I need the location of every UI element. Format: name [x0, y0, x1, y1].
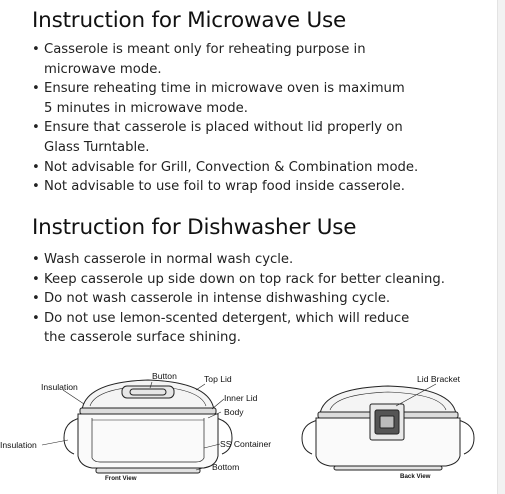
- list-item: • Ensure reheating time in microwave oven is maximum 5 minutes in microwave mode.: [30, 79, 418, 118]
- list-item: • Do not use lemon-scented detergent, which will reduce the casserole surface shining.: [30, 309, 445, 348]
- microwave-bullet-list: [30, 40, 418, 197]
- list-item: • Wash casserole in normal wash cycle.: [30, 250, 445, 270]
- label-body: Body: [224, 407, 244, 417]
- label-insulation-top: Insulation: [41, 382, 78, 392]
- scrollbar[interactable]: [497, 0, 505, 494]
- label-top-lid: Top Lid: [204, 374, 232, 384]
- caption-front-view: Front View: [105, 475, 137, 482]
- microwave-heading: Instruction for Microwave Use: [32, 8, 347, 33]
- list-item: • Ensure that casserole is placed without lid properly on Glass Turntable.: [30, 118, 418, 157]
- caption-back-view: Back View: [400, 473, 431, 480]
- label-inner-lid: Inner Lid: [224, 393, 258, 403]
- back-view-illustration: [302, 386, 474, 470]
- dishwasher-heading: Instruction for Dishwasher Use: [32, 215, 357, 240]
- label-lid-bracket: Lid Bracket: [417, 374, 460, 384]
- label-ss-container: SS Container: [220, 439, 272, 449]
- list-item: • Keep casserole up side down on top rack for better cleaning.: [30, 270, 445, 290]
- label-insulation-bottom: Insulation: [0, 440, 37, 450]
- list-item: • Not advisable to use foil to wrap food inside casserole.: [30, 177, 418, 197]
- label-bottom: Bottom: [212, 462, 240, 472]
- list-item: • Casserole is meant only for reheating purpose in microwave mode.: [30, 40, 418, 79]
- label-button: Button: [152, 371, 177, 381]
- front-view-illustration: [64, 380, 232, 473]
- dishwasher-bullet-list: [30, 250, 445, 348]
- list-item: • Not advisable for Grill, Convection & Combination mode.: [30, 158, 418, 178]
- list-item: • Do not wash casserole in intense dishwashing cycle.: [30, 289, 445, 309]
- casserole-diagram: [0, 362, 498, 492]
